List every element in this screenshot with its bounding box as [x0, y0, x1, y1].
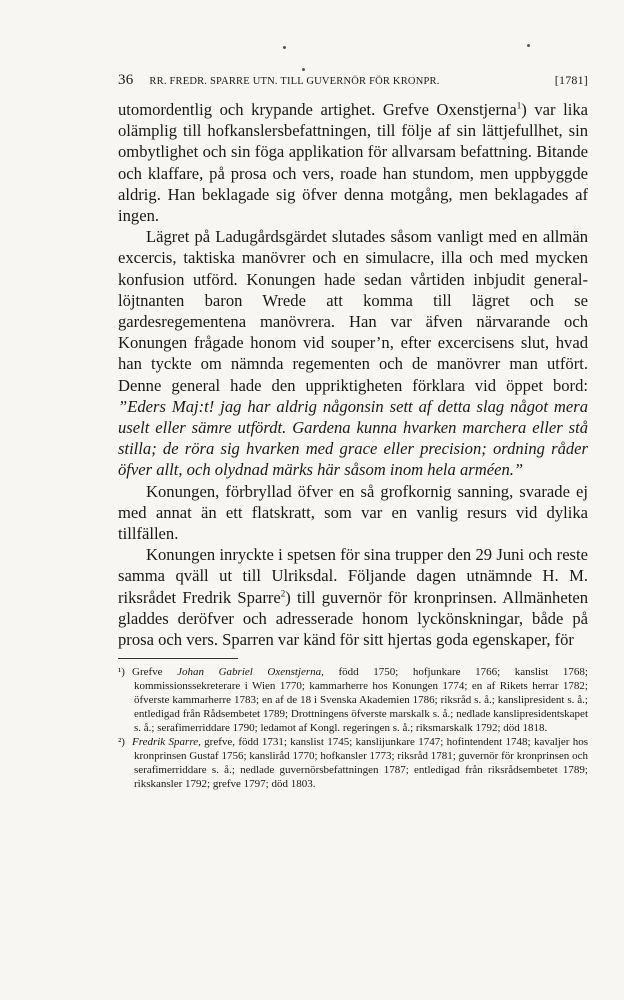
- body-text: [118, 99, 588, 650]
- text-run: utomordentlig och krypande artighet. Grefve Oxenstjerna: [118, 100, 517, 119]
- footnotes: [118, 665, 588, 791]
- print-speck: [283, 46, 286, 49]
- text-run: född 1750; hofjunkare 1766; kanslist 1768; kommissionssekreterare i Wien 1770; kammarherre hos Konungen 1774; en af Rikets herrar 1782; öfverste kammarherre 1783; en af de 18 i Svenska Akademien 1786; riksråd s. å.; kanslipresident s. å.; entledigad från Rådsembetet 1789; Drottningens öfverste marskalk s. å.; nedlade kanslipresidentskapet s. å.; serafimerriddare 1790; ledamot af Kongl. regeringen s. å.; riksmarskalk 1792; död 1818.: [134, 666, 588, 735]
- text-run: ) var lika olämplig till hofkanslersbefattningen, till följe af sin lättjefullhet, sin ombytlighet och sin föga applikation för allvarsam befattning. Bitande och klaffare, på prosa och vers, roade han stundom, men uppbyggde aldrig. Han beklagade sig öfver denna motgång, men beklagades af ingen.: [118, 100, 588, 226]
- page-number: 36: [118, 72, 134, 88]
- book-page: [118, 56, 588, 791]
- running-header: [118, 72, 588, 89]
- text-run: Konungen inryckte i spetsen för sina trupper den 29 Juni och reste samma qväll ut till Ulriksdal. Följande dagen utnämnde H. M. riksrådet Fredrik Sparre: [118, 545, 588, 607]
- footnote: [118, 735, 588, 791]
- paragraph: [118, 99, 588, 226]
- footnote-rule: [118, 658, 238, 659]
- footnote-mark: ²): [118, 736, 125, 749]
- footnote-ref: 2: [280, 588, 286, 599]
- print-speck: [527, 44, 530, 47]
- text-run: ) till guvernör för kronprinsen. Allmänheten gladdes deröfver och adresserade honom lyckönskningar, både på prosa och vers. Sparren var känd för sitt hjertas goda egenskaper, för: [118, 587, 588, 650]
- footnote-ref: 1: [516, 100, 522, 111]
- paragraph: [118, 481, 588, 545]
- text-run: grefve, född 1731; kanslist 1745; kanslijunkare 1747; hofintendent 1748; kavaljer hos kronprinsen Gustaf 1756; kansliråd 1770; hofkansler 1773; riksråd 1781; guvernör för kronprinsen och serafimerriddare s. å.; nedlade guvernörsbefattningen 1787; entledigad från riksrådsembetet 1789; rikskansler 1792; grefve 1797; död 1803.: [134, 736, 588, 791]
- paragraph: [118, 544, 588, 650]
- text-run: Lägret på Ladugårdsgärdet slutades såsom vanligt med en allmän excercis, taktiska manövrer och en simulacre, illa och med mycken konfusion utförd. Konungen hade sedan vårtiden inbjudit general-löjtnanten baron Wrede att komma till lägret och se gardesregementena manövrera. Han var äfven närvarande och Konungen frågade honom vid souper’n, efter excercisens slut, hvad han tyckte om nämnda regementen och de manövrer man utfört. Denne general hade den uppriktigheten förklara vid öppet bord:: [118, 227, 588, 395]
- italic-text: Fredrik Sparre,: [132, 736, 201, 749]
- footnote-mark: ¹): [118, 666, 125, 679]
- paragraph: [118, 226, 588, 480]
- italic-text: ”Eders Maj:t! jag har aldrig någonsin sett af detta slag något mera uselt eller sämre utfördt. Gardena kunna hvarken marchera eller stå stilla; de röra sig hvarken med grace eller precision; ordning råder öfver allt, och olydnad märks här såsom inom hela arméen.”: [118, 396, 588, 480]
- text-run: Konungen, förbryllad öfver en så grofkornig sanning, svarade ej med annat än ett flatskratt, som var en vanlig resurs vid dylika tillfällen.: [118, 481, 588, 544]
- italic-text: Johan Gabriel Oxenstjerna,: [177, 666, 324, 679]
- footnote: [118, 665, 588, 735]
- header-year: [1781]: [554, 73, 588, 87]
- text-run: Grefve: [132, 666, 178, 679]
- running-title: RR. FREDR. SPARRE UTN. TILL GUVERNÖR FÖR KRONPR.: [149, 76, 440, 87]
